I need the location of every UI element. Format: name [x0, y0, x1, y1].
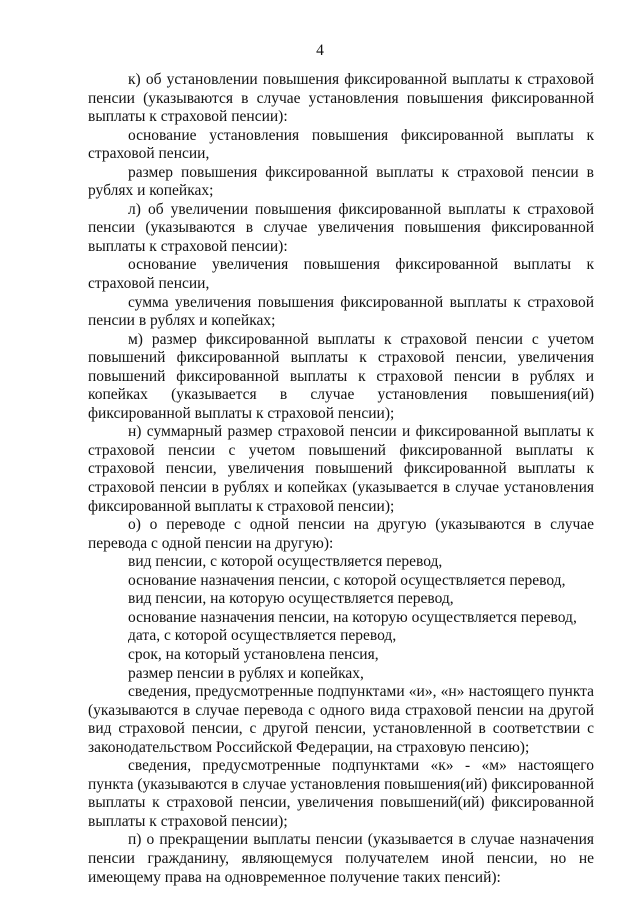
paragraph-o-info-k-m: сведения, предусмотренные подпунктами «к» - «м» настоящего пункта (указываются в случае установления повышения(ий) фиксированной выплаты к страховой пенсии, увеличения повышений(ий) фиксированной выплаты к страховой пенсии);	[88, 757, 594, 830]
paragraph-p: п) о прекращении выплаты пенсии (указывается в случае назначения пенсии гражданину, являющемуся получателем иной пенсии, но не имеющему права на одновременное получение таких пенсий):	[88, 831, 594, 886]
paragraph-o-date: дата, с которой осуществляется перевод,	[128, 627, 397, 645]
paragraph-o-from-type: вид пенсии, с которой осуществляется перевод,	[128, 553, 443, 571]
paragraph-l-amount: сумма увеличения повышения фиксированной выплаты к страховой пенсии в рублях и копейках;	[88, 293, 594, 330]
document-body	[88, 71, 594, 887]
paragraph-o-amount: размер пенсии в рублях и копейках,	[128, 664, 364, 682]
paragraph-l-basis: основание увеличения повышения фиксированной выплаты к страховой пенсии,	[88, 256, 594, 293]
paragraph-o-to-basis: основание назначения пенсии, на которую осуществляется перевод,	[128, 608, 577, 626]
paragraph-m: м) размер фиксированной выплаты к страховой пенсии с учетом повышений фиксированной выплаты к страховой пенсии, увеличения повышений фиксированной выплаты к страховой пенсии в рублях и копейках (указывается в случае установления повышения(ий) фиксированной выплаты к страховой пенсии);	[88, 330, 594, 422]
paragraph-o-info-i-n: сведения, предусмотренные подпунктами «и», «н» настоящего пункта (указываются в случае перевода с одного вида страховой пенсии на другой вид страховой пенсии, с другой пенсии, установленной в соответствии с законодательством Российской Федерации, на страховую пенсию);	[88, 683, 594, 756]
paragraph-o: о) о переводе с одной пенсии на другую (указываются в случае перевода с одной пенсии на другую):	[88, 516, 594, 552]
paragraph-o-to-type: вид пенсии, на которую осуществляется перевод,	[128, 590, 454, 608]
paragraph-k: к) об установлении повышения фиксированной выплаты к страховой пенсии (указываются в случае установления повышения фиксированной выплаты к страховой пенсии):	[88, 71, 594, 126]
paragraph-n: н) суммарный размер страховой пенсии и фиксированной выплаты к страховой пенсии с учетом повышений фиксированной выплаты к страховой пенсии, увеличения повышений фиксированной выплаты к страховой пенсии в рублях и копейках (указывается в случае установления фиксированной выплаты к страховой пенсии);	[88, 423, 594, 515]
paragraph-k-amount: размер повышения фиксированной выплаты к страховой пенсии в рублях и копейках;	[88, 163, 594, 200]
paragraph-o-term: срок, на который установлена пенсия,	[128, 645, 379, 663]
page-number: 4	[316, 42, 324, 59]
paragraph-k-basis: основание установления повышения фиксированной выплаты к страховой пенсии,	[88, 126, 594, 163]
paragraph-o-from-basis: основание назначения пенсии, с которой осуществляется перевод,	[128, 571, 566, 589]
paragraph-l: л) об увеличении повышения фиксированной выплаты к страховой пенсии (указываются в случае увеличения повышения фиксированной выплаты к страховой пенсии):	[88, 200, 594, 255]
